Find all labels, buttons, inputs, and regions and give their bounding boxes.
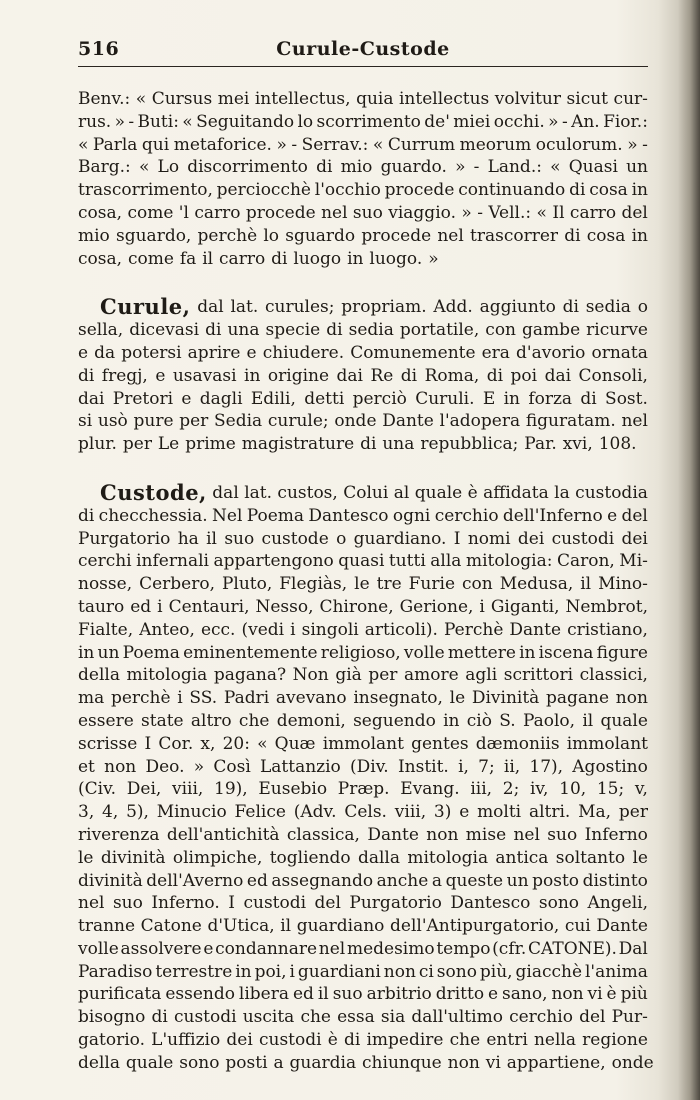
entry-custode bbox=[78, 479, 654, 1075]
page-header bbox=[78, 38, 648, 67]
text-line: della quale sono posti a guardia chiunque non vi appartiene, onde bbox=[78, 1052, 654, 1073]
text-line: di fregj, e usavasi in origine dai Re di Roma, di poi dai Consoli, bbox=[78, 365, 648, 386]
text-line: nel suo Inferno. I custodi del Purgatorio Dantesco sono Angeli, bbox=[78, 893, 648, 914]
page-number: 516 bbox=[78, 38, 120, 60]
paragraph-gap bbox=[78, 456, 648, 482]
text-line: mio sguardo, perchè lo sguardo procede nel trascorrer di cosa in bbox=[78, 225, 648, 246]
text-line: dai Pretori e dagli Edili, detti perciò Curuli. E in forza di Sost. bbox=[78, 388, 648, 409]
text-line: Benv.: « Cursus mei intellectus, quia intellectus volvitur sicut cur- bbox=[78, 89, 648, 109]
text-line: bisogno di custodi uscita che essa sia dall'ultimo cerchio del Pur- bbox=[78, 1007, 648, 1028]
text-line: plur. per Le prime magistrature di una repubblica; Par. xvi, 108. bbox=[78, 434, 637, 455]
text-line: della mitologia pagana? Non già per amore agli scrittori classici, bbox=[78, 665, 648, 686]
page-edge-shadow bbox=[678, 0, 700, 1100]
text-line: nosse, Cerbero, Pluto, Flegiàs, le tre Furie con Medusa, il Mino- bbox=[78, 574, 648, 595]
text-line: Purgatorio ha il suo custode o guardiano. I nomi dei custodi dei bbox=[78, 528, 648, 549]
text-line: et non Deo. » Così Lattanzio (Div. Instit. i, 7; ii, 17), Agostino bbox=[78, 756, 648, 777]
text-line: riverenza dell'antichità classica, Dante non mise nel suo Inferno bbox=[78, 824, 648, 845]
text-line: trascorrimento, perciocchè l'occhio procede continuando di cosa in bbox=[78, 180, 648, 201]
text-line: tranne Catone d'Utica, il guardiano dell'Antipurgatorio, cui Dante bbox=[78, 916, 648, 937]
paragraph-continuation bbox=[78, 88, 648, 270]
text-line: le divinità olimpiche, togliendo dalla mitologia antica soltanto le bbox=[78, 847, 648, 868]
text-line: « Parla qui metaforice. » - Serrav.: « Currum meorum oculorum. » - bbox=[78, 134, 648, 155]
text-line: Paradiso terrestre in poi, i guardiani non ci sono più, giacchè l'anima bbox=[78, 961, 648, 982]
text-line: cosa, come 'l carro procede nel suo viaggio. » - Vell.: « Il carro del bbox=[78, 202, 648, 223]
text-line: divinità dell'Averno ed assegnando anche a queste un posto distinto bbox=[78, 870, 648, 891]
text-line: Barg.: « Lo discorrimento di mio guardo. » - Land.: « Quasi un bbox=[78, 157, 648, 178]
text-line: in un Poema eminentemente religioso, volle mettere in iscena figure bbox=[78, 642, 648, 663]
headword: Custode, bbox=[100, 479, 207, 505]
text-line: purificata essendo libera ed il suo arbitrio dritto e sano, non vi è più bbox=[78, 984, 648, 1005]
text-line: essere state altro che demoni, seguendo in ciò S. Paolo, il quale bbox=[78, 710, 648, 731]
text-line: Custode, dal lat. custos, Colui al quale è affidata la custodia bbox=[100, 479, 648, 505]
text-line: Fialte, Anteo, ecc. (vedi i singoli articoli). Perchè Dante cristiano, bbox=[78, 619, 648, 640]
text-line: ma perchè i SS. Padri avevano insegnato, le Divinità pagane non bbox=[78, 688, 648, 709]
text-line: cosa, come fa il carro di luogo in luogo. » bbox=[78, 248, 439, 269]
paragraph-gap bbox=[78, 270, 648, 296]
text-line: si usò pure per Sedia curule; onde Dante l'adopera figuratam. nel bbox=[78, 411, 648, 432]
text-line: cerchi infernali appartengono quasi tutti alla mitologia: Caron, Mi- bbox=[78, 551, 648, 572]
text-line: gatorio. L'uffizio dei custodi è di impedire che entri nella regione bbox=[78, 1030, 648, 1051]
text-line: sella, dicevasi di una specie di sedia portatile, con gambe ricurve bbox=[78, 320, 648, 341]
text-line: tauro ed i Centauri, Nesso, Chirone, Gerione, i Giganti, Nembrot, bbox=[78, 596, 648, 617]
text-line: 3, 4, 5), Minucio Felice (Adv. Cels. viii, 3) e molti altri. Ma, per bbox=[78, 802, 648, 823]
page-body bbox=[78, 88, 654, 1075]
text-line: scrisse I Cor. x, 20: « Quæ immolant gentes dæmoniis immolant bbox=[78, 733, 648, 754]
running-title: Curule-Custode bbox=[276, 38, 450, 60]
headword: Curule, bbox=[100, 294, 191, 320]
text-line: di checchessia. Nel Poema Dantesco ogni cerchio dell'Inferno e del bbox=[78, 505, 648, 526]
text-line: Curule, dal lat. curules; propriam. Add. aggiunto di sedia o bbox=[100, 294, 648, 320]
text-line: volle assolvere e condannare nel medesimo tempo (cfr. CATONE). Dal bbox=[78, 938, 648, 959]
entry-curule bbox=[78, 296, 648, 456]
text-line: (Civ. Dei, viii, 19), Eusebio Præp. Evang. iii, 2; iv, 10, 15; v, bbox=[78, 779, 648, 800]
text-line: e da potersi aprire e chiudere. Comunemente era d'avorio ornata bbox=[78, 342, 648, 363]
text-line: rus. » - Buti: « Seguitando lo scorrimento de' miei occhi. » - An. Fior.: bbox=[78, 111, 648, 132]
